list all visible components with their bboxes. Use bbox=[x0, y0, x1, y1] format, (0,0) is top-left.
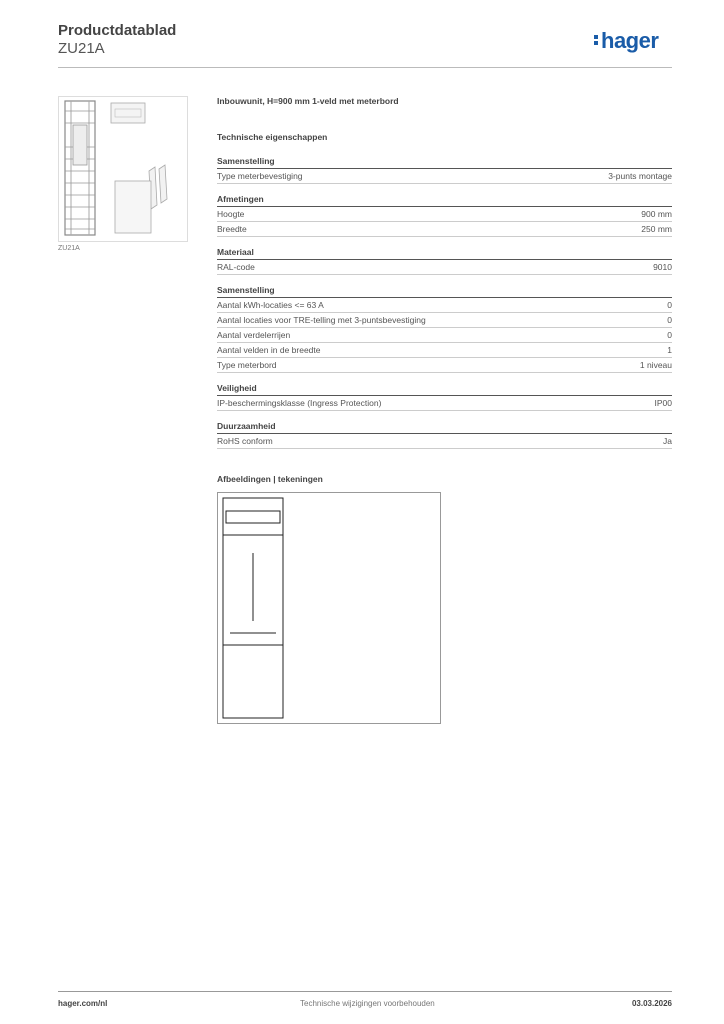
spec-label: Aantal velden in de breedte bbox=[217, 345, 321, 355]
spec-row bbox=[217, 313, 672, 328]
spec-row bbox=[217, 207, 672, 222]
spec-label: Aantal kWh-locaties <= 63 A bbox=[217, 300, 324, 310]
spec-value: 0 bbox=[667, 315, 672, 325]
spec-value: 1 bbox=[667, 345, 672, 355]
product-title: Inbouwunit, H=900 mm 1-veld met meterbord bbox=[217, 96, 399, 106]
group-title: Samenstelling bbox=[217, 283, 672, 298]
spec-value: 1 niveau bbox=[639, 360, 672, 370]
group-title: Veiligheid bbox=[217, 381, 672, 396]
spec-label: Aantal locaties voor TRE-telling met 3-puntsbevestiging bbox=[217, 315, 426, 325]
technical-drawing bbox=[217, 492, 441, 724]
spec-value: Ja bbox=[663, 436, 672, 446]
spec-row bbox=[217, 396, 672, 411]
logo-dots-icon bbox=[594, 33, 599, 47]
footer-date: 03.03.2026 bbox=[631, 999, 672, 1008]
hager-logo[interactable] bbox=[594, 28, 658, 54]
spec-value: 9010 bbox=[653, 262, 672, 272]
footer-divider bbox=[58, 991, 672, 992]
group-title: Afmetingen bbox=[217, 192, 672, 207]
section-heading: Technische eigenschappen bbox=[217, 132, 328, 142]
header-divider bbox=[58, 67, 672, 68]
spec-label: IP-beschermingsklasse (Ingress Protection) bbox=[217, 398, 382, 408]
spec-value: IP00 bbox=[654, 398, 672, 408]
logo-text: hager bbox=[601, 28, 659, 53]
spec-value: 900 mm bbox=[641, 209, 672, 219]
footer-disclaimer: Technische wijzigingen voorbehouden bbox=[300, 999, 435, 1008]
drawings-heading: Afbeeldingen | tekeningen bbox=[217, 474, 323, 484]
spec-content bbox=[217, 96, 672, 449]
spec-value: 0 bbox=[667, 330, 672, 340]
product-photo bbox=[58, 96, 188, 242]
spec-row bbox=[217, 358, 672, 373]
spec-row bbox=[217, 298, 672, 313]
spec-row bbox=[217, 434, 672, 449]
spec-row bbox=[217, 222, 672, 237]
spec-row bbox=[217, 169, 672, 184]
group-title: Samenstelling bbox=[217, 154, 672, 169]
footer-website-link[interactable]: hager.com/nl bbox=[58, 999, 108, 1008]
spec-label: Type meterbevestiging bbox=[217, 171, 303, 181]
spec-label: Breedte bbox=[217, 224, 247, 234]
group-title: Duurzaamheid bbox=[217, 419, 672, 434]
spec-label: RAL-code bbox=[217, 262, 255, 272]
spec-row bbox=[217, 343, 672, 358]
spec-value: 250 mm bbox=[641, 224, 672, 234]
spec-row bbox=[217, 260, 672, 275]
spec-groups bbox=[217, 154, 672, 449]
photo-caption: ZU21A bbox=[58, 245, 80, 252]
page-title: Productdatablad bbox=[58, 22, 177, 39]
product-code: ZU21A bbox=[58, 40, 105, 57]
group-title: Materiaal bbox=[217, 245, 672, 260]
spec-value: 3-punts montage bbox=[608, 171, 672, 181]
spec-row bbox=[217, 328, 672, 343]
spec-label: RoHS conform bbox=[217, 436, 273, 446]
spec-value: 0 bbox=[667, 300, 672, 310]
spec-label: Hoogte bbox=[217, 209, 245, 219]
spec-label: Type meterbord bbox=[217, 360, 277, 370]
spec-label: Aantal verdelerrijen bbox=[217, 330, 291, 340]
